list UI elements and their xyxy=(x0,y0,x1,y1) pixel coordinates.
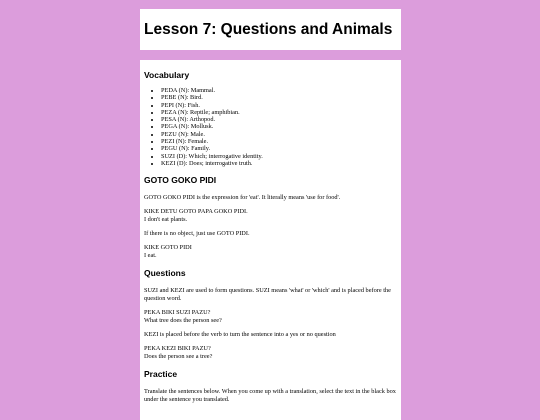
lesson-header xyxy=(140,9,401,50)
example-translation: I eat. xyxy=(144,252,157,260)
goto-goko-pidi-note: If there is no object, just use GOTO PIDI. xyxy=(144,230,250,238)
questions-intro: SUZI and KEZI are used to form questions. SUZI means 'what' or 'which' and is placed before the question word. xyxy=(144,287,391,303)
vocabulary-heading: Vocabulary xyxy=(144,70,190,80)
example-phrase: PEKA BIKI SUZI PAZU? xyxy=(144,309,211,317)
vocabulary-item: • SUZI (D): Which; interrogative identity. xyxy=(161,153,397,160)
practice-intro: Translate the sentences below. When you come up with a translation, select the text in the black box under the sentence you translated. xyxy=(144,388,396,404)
example-translation: Does the person see a tree? xyxy=(144,353,213,361)
goto-goko-pidi-intro: GOTO GOKO PIDI is the expression for 'eat'. It literally means 'use for food'. xyxy=(144,194,341,202)
vocabulary-item: • PEZI (N): Female. xyxy=(161,138,397,145)
questions-heading: Questions xyxy=(144,268,186,279)
example-translation: I don't eat plants. xyxy=(144,216,188,224)
vocabulary-item: • PEBE (N): Bird. xyxy=(161,94,397,101)
vocabulary-item: • PEGA (N): Mollusk. xyxy=(161,123,397,130)
vocabulary-item: • PESA (N): Arthopod. xyxy=(161,116,397,123)
lesson-content xyxy=(140,60,401,420)
vocabulary-item: • KEZI (D): Does; interrogative truth. xyxy=(161,160,397,167)
example-phrase: PEKA KEZI BIKI PAZU? xyxy=(144,345,211,353)
page-title: Lesson 7: Questions and Animals xyxy=(144,21,393,38)
questions-note: KEZI is placed before the verb to turn the sentence into a yes or no question xyxy=(144,331,336,339)
goto-goko-pidi-heading: GOTO GOKO PIDI xyxy=(144,175,217,186)
vocabulary-item: • PEZU (N): Male. xyxy=(161,131,397,138)
vocabulary-item: • PEDA (N): Mammal. xyxy=(161,87,397,94)
practice-heading: Practice xyxy=(144,369,178,380)
example-translation: What tree does the person see? xyxy=(144,317,222,325)
vocabulary-item: • PEZA (N): Reptile; amphibian. xyxy=(161,109,397,116)
vocabulary-item: • PEGU (N): Family. xyxy=(161,145,397,152)
example-phrase: KIKE DETU GOTO PAPA GOKO PIDI. xyxy=(144,208,248,216)
example-phrase: KIKE GOTO PIDI xyxy=(144,244,192,252)
vocabulary-list xyxy=(144,87,397,167)
vocabulary-item: • PEPI (N): Fish. xyxy=(161,102,397,109)
